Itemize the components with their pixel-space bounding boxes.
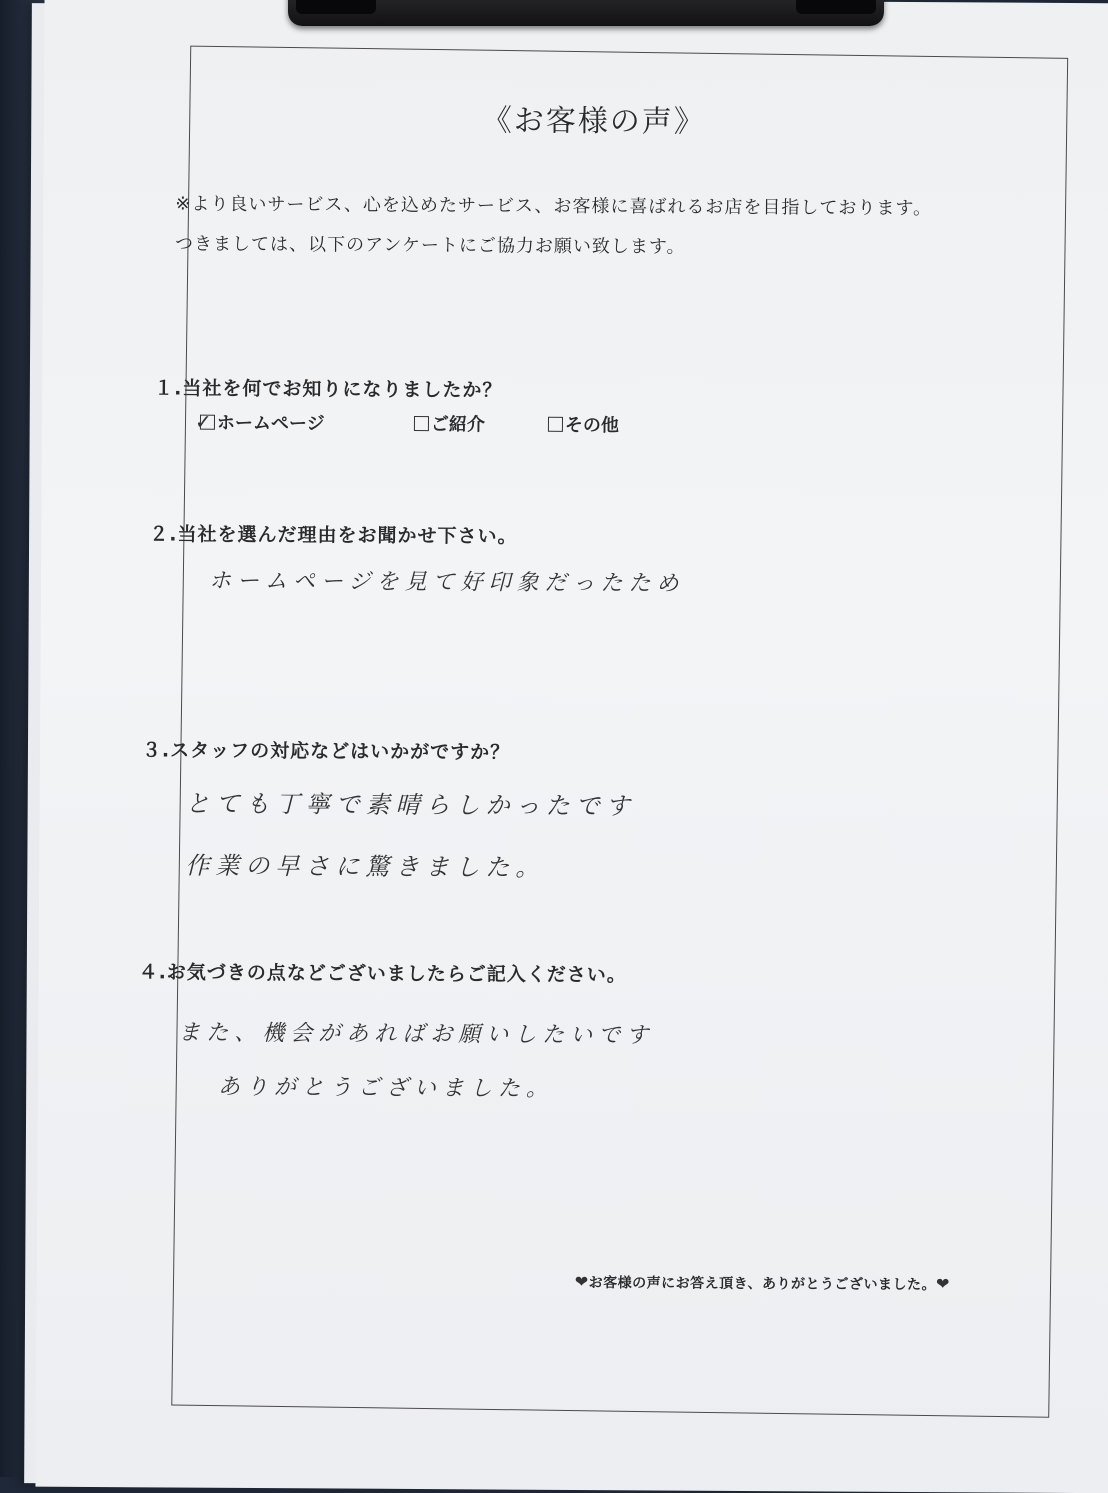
option-label: ご紹介 [430,414,486,436]
intro-line-2: つきましては、以下のアンケートにご協力お願い致します。 [174,233,686,258]
answer-4-line-2: ありがとうございました。 [217,1074,554,1102]
question-3: ３.スタッフの対応などはいかがですか？ [141,739,511,764]
clipboard-clip [288,0,884,26]
option-homepage[interactable] [194,409,325,436]
checkbox-homepage[interactable] [194,409,215,434]
question-1: １.当社を何でお知りになりましたか？ [154,377,503,402]
answer-2-line-1: ホームページを見て好印象だったため [208,568,685,597]
checkbox-other[interactable] [548,417,563,432]
heart-icon: ❤ [936,1274,951,1294]
question-4: ４.お気づきの点などございましたらご記入ください。 [138,961,627,987]
clip-tab-right [796,0,876,14]
option-other[interactable] [548,411,619,437]
answer-3-line-1: とても丁寧で素晴らしかったです [185,789,636,821]
checkmark-icon: ✓ [194,409,212,434]
option-label: その他 [564,414,620,437]
heart-icon: ❤ [574,1271,589,1292]
form-title: 《お客様の声》 [481,103,706,140]
option-referral[interactable] [414,410,485,436]
question-2: ２.当社を選んだ理由をお聞かせ下さい。 [149,523,518,548]
answer-3-line-2: 作業の早さに驚きました。 [185,851,546,882]
option-label: ホームページ [216,412,325,435]
checkbox-referral[interactable] [414,416,429,431]
intro-line-1: ※より良いサービス、心を込めたサービス、お客様に喜ばれるお店を目指しております。 [175,193,933,220]
thank-you-footer [575,1272,950,1294]
answer-4-line-1: また、機会があればお願いしたいです [178,1020,655,1049]
survey-sheet [35,0,1108,1493]
footer-message: お客様の声にお答え頂き、ありがとうございました。 [588,1275,937,1294]
clip-tab-left [296,0,376,14]
